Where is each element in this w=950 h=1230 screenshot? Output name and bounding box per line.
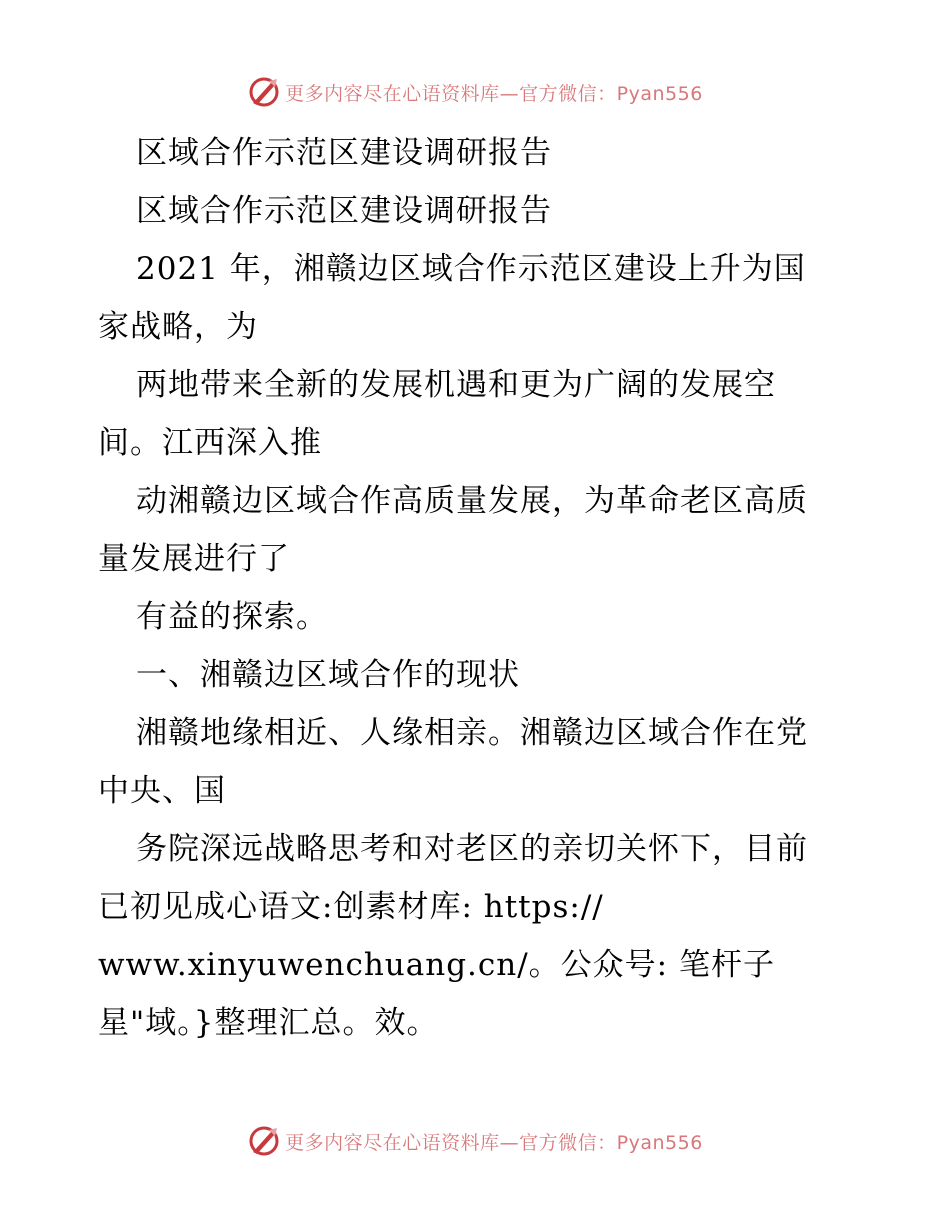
quill-logo-icon	[247, 1124, 281, 1158]
footer-banner-text: 更多内容尽在心语资料库—官方微信：Pyan556	[285, 1131, 703, 1154]
text-line: 间。江西深入推	[98, 425, 322, 461]
text-line: 2021 年，湘赣边区域合作示范区建设上升为国	[136, 251, 806, 287]
document-body	[98, 124, 858, 1052]
text-line: 湘赣地缘相近、人缘相亲。湘赣边区域合作在党	[136, 715, 808, 751]
text-line: 务院深远战略思考和对老区的亲切关怀下，目前	[136, 831, 808, 867]
text-line: 动湘赣边区域合作高质量发展，为革命老区高质	[136, 483, 808, 519]
text-line: 星"域。}整理汇总。效。	[98, 1005, 439, 1041]
text-line: 一、湘赣边区域合作的现状	[136, 657, 520, 693]
quill-logo-icon	[247, 75, 281, 109]
text-line: 区域合作示范区建设调研报告	[136, 193, 552, 229]
text-line: 有益的探索。	[136, 599, 328, 635]
text-line: www.xinyuwenchuang.cn/。公众号: 笔杆子	[98, 947, 775, 983]
header-banner	[0, 72, 950, 112]
text-line: 家战略，为	[98, 309, 258, 345]
text-line: 已初见成心语文:创素材库: https://	[98, 889, 604, 925]
footer-banner-content	[247, 1124, 703, 1158]
text-line: 区域合作示范区建设调研报告	[136, 135, 552, 171]
header-banner-content	[247, 75, 703, 109]
text-line: 两地带来全新的发展机遇和更为广阔的发展空	[136, 367, 776, 403]
text-line: 量发展进行了	[98, 541, 290, 577]
footer-banner	[0, 1121, 950, 1161]
text-line: 中央、国	[98, 773, 226, 809]
header-banner-text: 更多内容尽在心语资料库—官方微信：Pyan556	[285, 82, 703, 105]
